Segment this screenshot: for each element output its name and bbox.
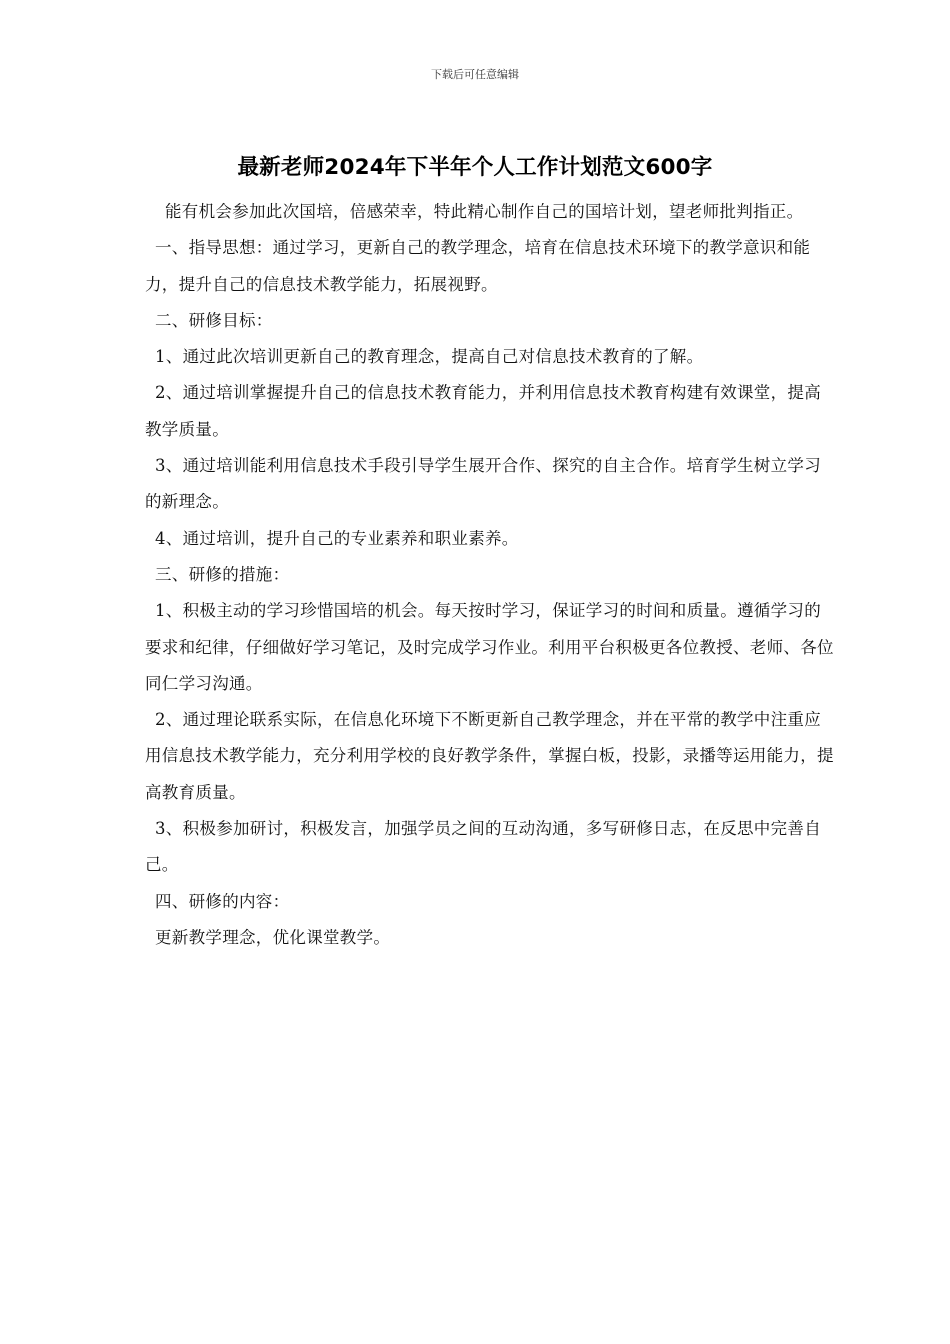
document-body [145,194,835,956]
guiding-principle-paragraph: 一、指导思想：通过学习，更新自己的教学理念，培育在信息技术环境下的教学意识和能力，提升自己的信息技术教学能力，拓展视野。 [145,238,811,294]
document-title: 最新老师2024年下半年个人工作计划范文600字 [237,155,713,180]
section-heading-content: 四、研修的内容： [155,891,290,911]
section-heading-goals: 二、研修目标： [155,310,273,330]
goal-item-3: 3、通过培训能利用信息技术手段引导学生展开合作、探究的自主合作。培育学生树立学习的新理念。 [145,456,821,512]
section-heading-measures: 三、研修的措施： [155,564,290,584]
content-item: 更新教学理念，优化课堂教学。 [155,927,391,947]
intro-paragraph: 能有机会参加此次国培，倍感荣幸，特此精心制作自己的国培计划，望老师批判指正。 [165,202,804,221]
measure-item-3: 3、积极参加研讨，积极发言，加强学员之间的互动沟通，多写研修日志，在反思中完善自己。 [145,819,821,875]
measure-item-2: 2、通过理论联系实际，在信息化环境下不断更新自己教学理念，并在平常的教学中注重应用信息技术教学能力，充分利用学校的良好教学条件，掌握白板，投影，录播等运用能力，提高教育质量。 [145,710,834,802]
measure-item-1: 1、积极主动的学习珍惜国培的机会。每天按时学习，保证学习的时间和质量。遵循学习的要求和纪律，仔细做好学习笔记，及时完成学习作业。利用平台积极更各位教授、老师、各位同仁学习沟通。 [145,601,834,693]
goal-item-2: 2、通过培训掌握提升自己的信息技术教育能力，并利用信息技术教育构建有效课堂，提高教学质量。 [145,383,821,439]
goal-item-1: 1、通过此次培训更新自己的教育理念，提高自己对信息技术教育的了解。 [155,347,704,367]
goal-item-4: 4、通过培训，提升自己的专业素养和职业素养。 [155,528,519,548]
page-header-note: 下载后可任意编辑 [431,68,519,81]
